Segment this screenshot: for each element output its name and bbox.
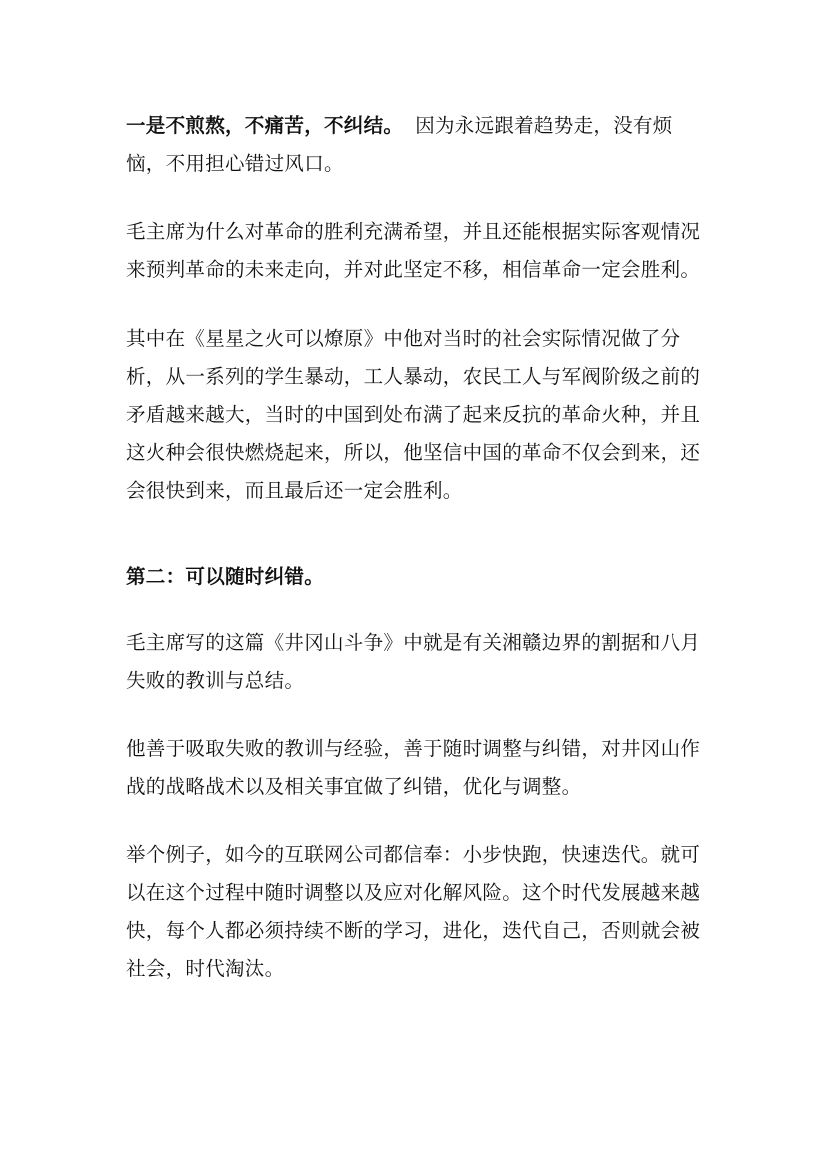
paragraph-4: 毛主席写的这篇《井冈山斗争》中就是有关湘赣边界的割据和八月失败的教训与总结。 xyxy=(126,631,701,692)
paragraph-1-text: 因为永远跟着趋势走，没有烦恼，不用担心错过风口。 xyxy=(126,114,673,175)
paragraph-3: 其中在《星星之火可以燎原》中他对当时的社会实际情况做了分析，从一系列的学生暴动，工人暴动，农民工人与军阀阶级之前的矛盾越来越大，当时的中国到处布满了起来反抗的革命火种，并且这火种会很快燃烧起来，所以，他坚信中国的革命不仅会到来，还会很快到来，而且最后还一定会胜利。 xyxy=(126,327,701,502)
paragraph-2: 毛主席为什么对革命的胜利充满希望，并且还能根据实际客观情况来预判革命的未来走向，并对此坚定不移，相信革命一定会胜利。 xyxy=(126,220,701,281)
heading-second-point: 第二：可以随时纠错。 xyxy=(126,565,325,588)
paragraph-5: 他善于吸取失败的教训与经验，善于随时调整与纠错，对井冈山作战的战略战术以及相关事宜做了纠错，优化与调整。 xyxy=(126,737,701,798)
paragraph-1 xyxy=(126,107,706,183)
paragraph-1-lead: 一是不煎熬，不痛苦，不纠结。 xyxy=(126,114,404,137)
paragraph-6: 举个例子，如今的互联网公司都信奉：小步快跑，快速迭代。就可以在这个过程中随时调整以及应对化解风险。这个时代发展越来越快，每个人都必须持续不断的学习，进化，迭代自己，否则就会被社会，时代淘汰。 xyxy=(126,843,701,980)
